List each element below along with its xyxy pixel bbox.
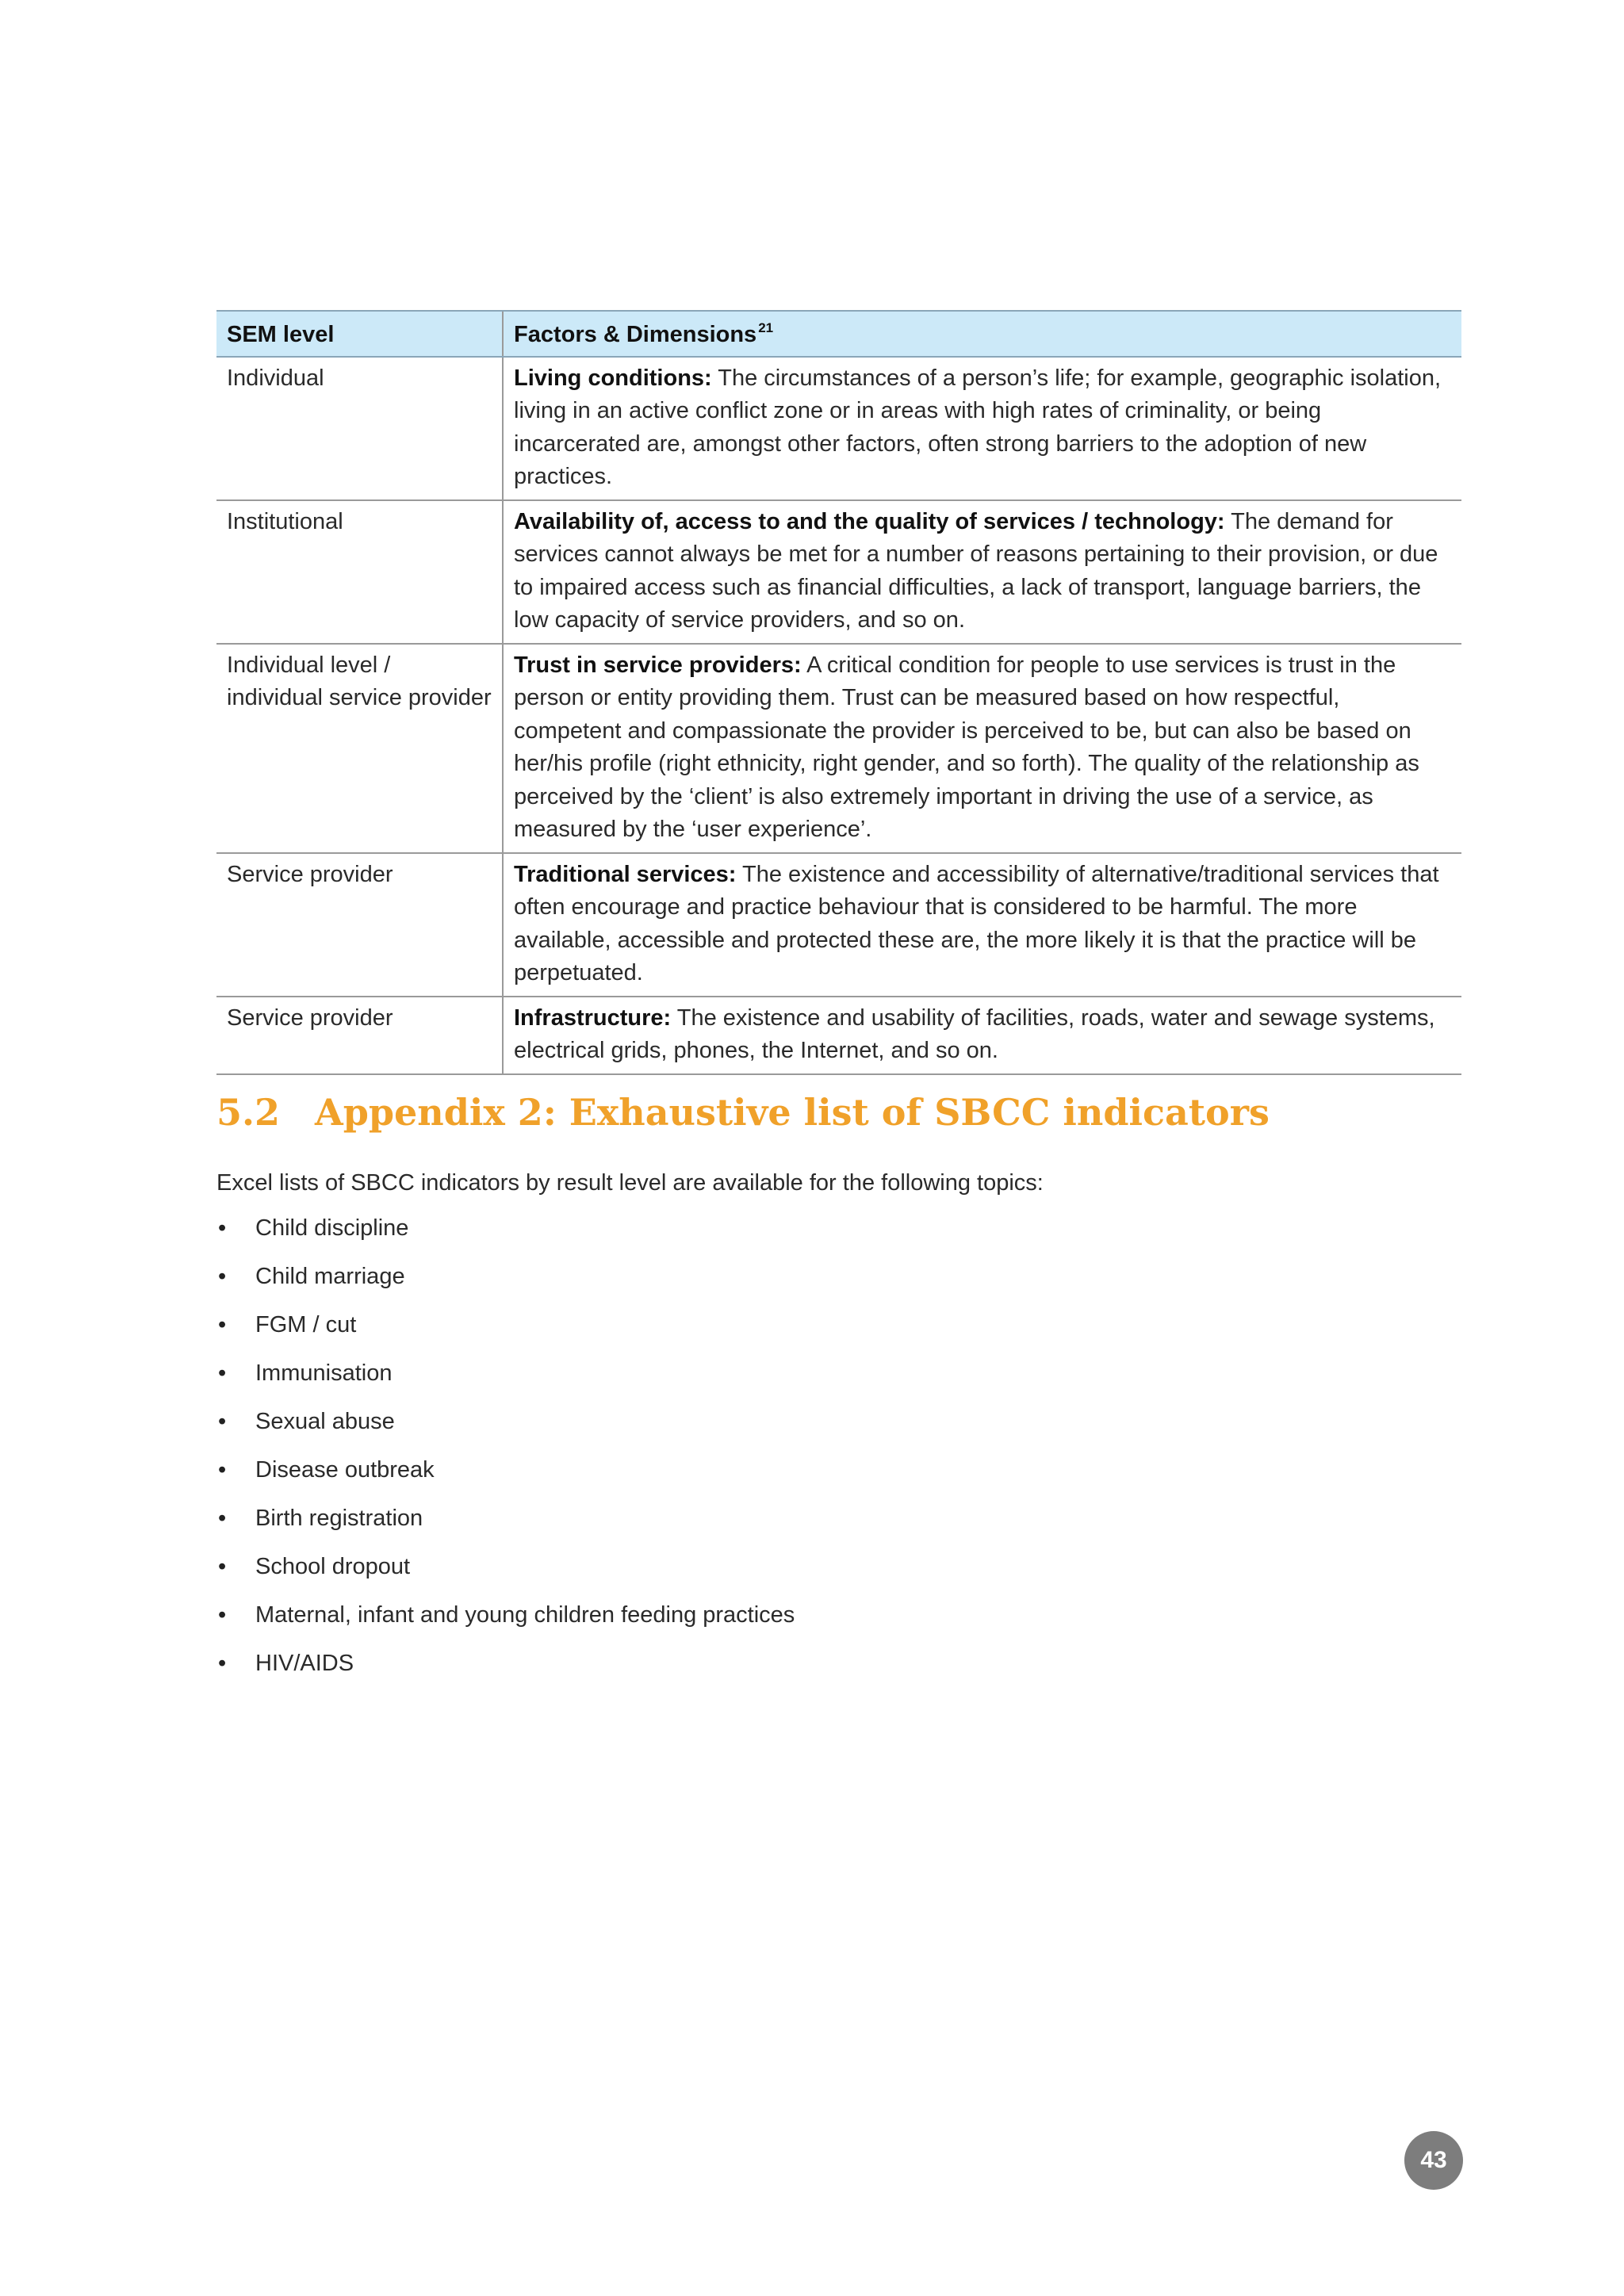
- bullet-icon: •: [218, 1360, 227, 1386]
- bullet-icon: •: [218, 1312, 227, 1337]
- header-factors-label: Factors & Dimensions: [514, 322, 757, 347]
- factor-text: The demand for services cannot always be met for a number of reasons pertaining to their provision, or due to impaired access such as financial difficulties, a lack of transport, language barriers, the low capacity of service providers, and so on.: [514, 508, 1438, 633]
- list-item: [216, 1649, 795, 1697]
- topic-label: Maternal, infant and young children feeding practices: [255, 1602, 795, 1628]
- list-item: [216, 1262, 795, 1311]
- topic-label: Sexual abuse: [255, 1409, 395, 1434]
- factor-text: The circumstances of a person’s life; for example, geographic isolation, living in an active conflict zone or in areas with high rates of criminality, or being incarcerated are, amongst other factors, often strong barriers to the adoption of new practices.: [514, 365, 1442, 489]
- bullet-icon: •: [218, 1457, 227, 1483]
- factor-cell: [503, 357, 1461, 500]
- section-heading: [216, 1091, 1270, 1134]
- page-number-badge: 43: [1404, 2131, 1463, 2190]
- list-item: [216, 1552, 795, 1601]
- factor-title: Infrastructure:: [514, 1004, 672, 1031]
- table-row: [216, 357, 1461, 500]
- factor-title: Trust in service providers:: [514, 652, 802, 678]
- factor-text: The existence and accessibility of alternative/traditional services that often encourage and practice behaviour that is considered to be harmful. The more available, accessible and protected these are, the more likely it is that the practice will be perpetuated.: [514, 861, 1439, 985]
- factor-cell: [503, 997, 1461, 1074]
- table-header-row: [216, 311, 1461, 357]
- list-item: [216, 1311, 795, 1359]
- topic-label: School dropout: [255, 1554, 411, 1579]
- list-item: [216, 1601, 795, 1649]
- list-item: [216, 1456, 795, 1504]
- factor-title: Traditional services:: [514, 861, 737, 887]
- bullet-icon: •: [218, 1602, 227, 1628]
- header-factors: [503, 311, 1461, 357]
- topic-label: Child discipline: [255, 1215, 409, 1241]
- header-sem-level: SEM level: [216, 311, 503, 357]
- factor-title: Living conditions:: [514, 365, 712, 391]
- factor-text: A critical condition for people to use services is trust in the person or entity providing them. Trust can be measured based on how respectful, competent and compassionate the provider is perceived to be, but can also be based on her/his profile (right ethnicity, right gender, and so forth). The quality of the relationship as perceived by the ‘client’ is also extremely important in driving the use of a service, as measured by the ‘user experience’.: [514, 652, 1419, 842]
- table-row: [216, 500, 1461, 644]
- bullet-icon: •: [218, 1409, 227, 1434]
- bullet-icon: •: [218, 1651, 227, 1676]
- table-row: [216, 997, 1461, 1074]
- section-number: 5.2: [216, 1091, 281, 1134]
- list-item: [216, 1407, 795, 1456]
- table-row: [216, 853, 1461, 997]
- factor-cell: [503, 500, 1461, 644]
- section-title: Appendix 2: Exhaustive list of SBCC indicators: [315, 1091, 1270, 1134]
- topic-label: Immunisation: [255, 1360, 393, 1386]
- section-intro: Excel lists of SBCC indicators by result level are available for the following topics:: [216, 1170, 1044, 1196]
- bullet-icon: •: [218, 1506, 227, 1531]
- footnote-marker: 21: [758, 320, 774, 335]
- topic-label: Birth registration: [255, 1506, 423, 1531]
- sem-level-cell: Individual level / individual service provider: [216, 644, 503, 853]
- factor-cell: [503, 853, 1461, 997]
- bullet-icon: •: [218, 1554, 227, 1579]
- topic-label: HIV/AIDS: [255, 1651, 354, 1676]
- factor-text: The existence and usability of facilities, roads, water and sewage systems, electrical grids, phones, the Internet, and so on.: [514, 1004, 1435, 1063]
- factor-cell: [503, 644, 1461, 853]
- sem-factors-table: [216, 310, 1461, 1075]
- topic-label: Disease outbreak: [255, 1457, 435, 1483]
- sem-level-cell: Service provider: [216, 997, 503, 1074]
- sem-level-cell: Individual: [216, 357, 503, 500]
- list-item: [216, 1359, 795, 1407]
- sem-level-cell: Institutional: [216, 500, 503, 644]
- table-row: [216, 644, 1461, 853]
- list-item: [216, 1504, 795, 1552]
- bullet-icon: •: [218, 1215, 227, 1241]
- bullet-icon: •: [218, 1264, 227, 1289]
- topics-list: [216, 1214, 795, 1697]
- factor-title: Availability of, access to and the quality of services / technology:: [514, 508, 1225, 534]
- topic-label: FGM / cut: [255, 1312, 357, 1337]
- list-item: [216, 1214, 795, 1262]
- sem-level-cell: Service provider: [216, 853, 503, 997]
- topic-label: Child marriage: [255, 1264, 405, 1289]
